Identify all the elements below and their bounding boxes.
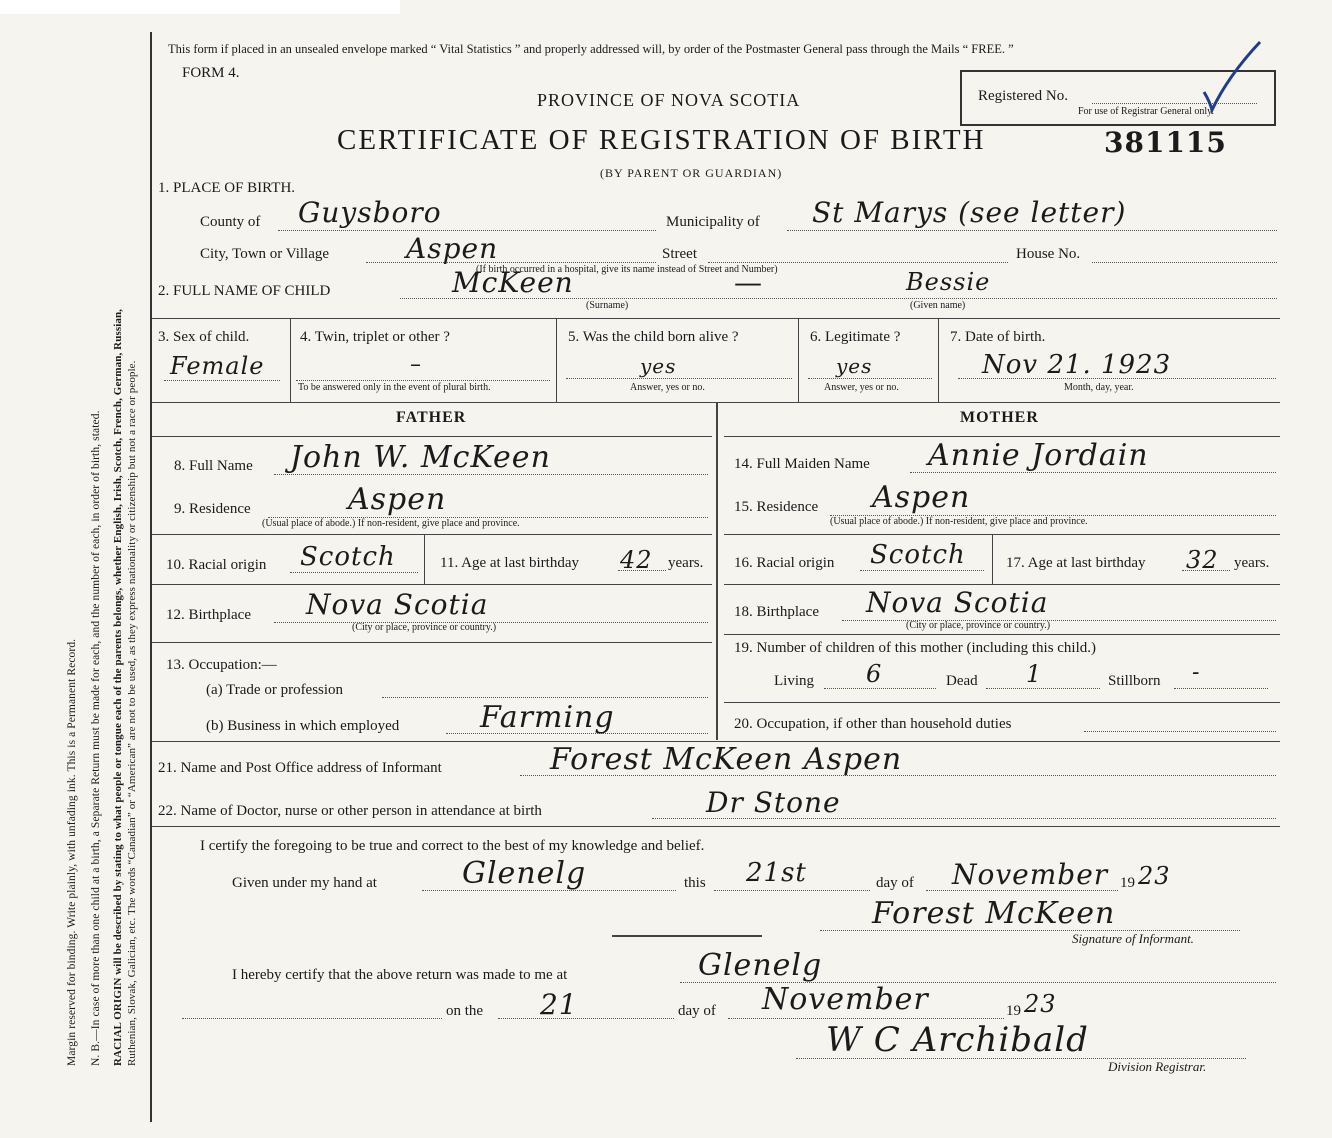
born-alive-line	[566, 378, 792, 379]
rule	[724, 534, 1280, 535]
street-note: (If birth occurred in a hospital, give its name instead of Street and Number)	[476, 264, 778, 275]
sex-line	[164, 380, 280, 381]
divider	[290, 318, 291, 402]
certificate-number: 381115	[1104, 126, 1227, 159]
father-birthplace-value: Nova Scotia	[306, 588, 489, 621]
reg-month-value: November	[762, 982, 929, 1017]
mother-birthplace-note: (City or place, province or country.)	[906, 620, 1051, 631]
dob-label: 7. Date of birth.	[950, 329, 1046, 345]
street-line	[708, 262, 1008, 263]
legitimate-line	[808, 378, 932, 379]
sex-value: Female	[170, 352, 265, 380]
informant-signature: Forest McKeen	[872, 896, 1116, 931]
mother-age-label: 17. Age at last birthday	[1006, 555, 1146, 571]
born-alive-label: 5. Was the child born alive ?	[568, 329, 739, 345]
rule	[724, 584, 1280, 585]
father-heading: FATHER	[396, 409, 467, 426]
twin-label: 4. Twin, triplet or other ?	[300, 329, 450, 345]
father-race-value: Scotch	[300, 542, 396, 572]
divider	[424, 534, 425, 584]
day-of-label: day of	[876, 875, 914, 891]
certificate-subtitle: (BY PARENT OR GUARDIAN)	[600, 166, 783, 180]
day-value: 21st	[746, 858, 807, 888]
twin-line	[296, 380, 550, 381]
father-residence-value: Aspen	[348, 482, 447, 517]
postal-notice: This form if placed in an unsealed envelope marked “ Vital Statistics ” and properly addressed will, by order of the Postmaster General pass through the Mails “ FREE. ”	[168, 42, 1014, 56]
city-label: City, Town or Village	[200, 246, 330, 262]
municipality-label: Municipality of	[666, 214, 760, 230]
trade-label: (a) Trade or profession	[206, 682, 344, 698]
father-age-label: 11. Age at last birthday	[440, 555, 579, 571]
margin-note-2: N. B.—In case of more than one child at a birth, a Separate Return must be made for each, and the number of each, in order of birth, stated.	[90, 410, 102, 1066]
informant-value: Forest McKeen Aspen	[550, 742, 903, 777]
rule	[152, 534, 712, 535]
dob-note: Month, day, year.	[1064, 382, 1134, 393]
on-the-label: on the	[446, 1003, 484, 1019]
legitimate-note: Answer, yes or no.	[824, 382, 899, 393]
given-name-note: (Given name)	[910, 300, 966, 311]
paper-edge	[0, 0, 400, 14]
stillborn-label: Stillborn	[1108, 673, 1161, 689]
father-age-value: 42	[620, 546, 653, 574]
father-name-value: John W. McKeen	[290, 440, 551, 475]
divider	[798, 318, 799, 402]
business-value: Farming	[480, 700, 615, 735]
year-prefix: 19	[1120, 875, 1135, 891]
certificate-title: CERTIFICATE OF REGISTRATION OF BIRTH	[337, 124, 986, 156]
rule	[152, 642, 712, 643]
father-race-label: 10. Racial origin	[166, 557, 267, 573]
mother-race-label: 16. Racial origin	[734, 555, 835, 571]
divider	[992, 534, 993, 584]
this-label: this	[684, 875, 706, 891]
mother-name-label: 14. Full Maiden Name	[734, 456, 870, 472]
child-surname: McKeen	[452, 266, 574, 299]
city-value: Aspen	[406, 232, 499, 265]
rule	[152, 436, 712, 437]
legitimate-value: yes	[836, 354, 873, 378]
sex-label: 3. Sex of child.	[158, 329, 250, 345]
registrar-label: Division Registrar.	[1108, 1059, 1207, 1074]
street-label: Street	[662, 246, 697, 262]
child-name-label: 2. FULL NAME OF CHILD	[158, 283, 331, 299]
father-occupation-label: 13. Occupation:—	[166, 657, 277, 673]
rule	[724, 634, 1280, 635]
reg-day-value: 21	[540, 988, 578, 1021]
signature-label: Signature of Informant.	[1072, 931, 1194, 946]
father-birthplace-note: (City or place, province or country.)	[352, 622, 497, 633]
mother-occupation-line	[1084, 731, 1276, 732]
reg-day-line	[498, 1018, 674, 1019]
business-label: (b) Business in which employed	[206, 718, 400, 734]
municipality-line	[787, 230, 1277, 231]
month-value: November	[952, 858, 1109, 891]
margin-rule	[150, 32, 152, 1122]
mother-name-value: Annie Jordain	[928, 438, 1149, 473]
mother-heading: MOTHER	[960, 409, 1039, 426]
place-of-birth-label: 1. PLACE OF BIRTH.	[158, 180, 296, 196]
stillborn-line	[1174, 688, 1268, 689]
rule	[152, 584, 712, 585]
child-name-dash: —	[734, 266, 763, 299]
registered-note: For use of Registrar General only.	[1078, 106, 1214, 117]
doctor-label: 22. Name of Doctor, nurse or other person in attendance at birth	[158, 803, 542, 819]
house-label: House No.	[1016, 246, 1081, 262]
margin-note-3: RACIAL ORIGIN will be described by stating to what people or tongue each of the parents belongs, whether English, Irish, Scotch, French, German, Russian,	[112, 308, 124, 1066]
born-alive-note: Answer, yes or no.	[630, 382, 705, 393]
mother-occupation-label: 20. Occupation, if other than household duties	[734, 716, 1012, 732]
legitimate-label: 6. Legitimate ?	[810, 329, 901, 345]
reg-day-of-label: day of	[678, 1003, 716, 1019]
rule	[724, 436, 1280, 437]
check-mark-icon	[1198, 36, 1268, 116]
mother-years-label: years.	[1234, 555, 1270, 571]
father-name-label: 8. Full Name	[174, 458, 253, 474]
father-birthplace-label: 12. Birthplace	[166, 607, 251, 623]
children-count-label: 19. Number of children of this mother (including this child.)	[734, 640, 1097, 656]
surname-note: (Surname)	[586, 300, 629, 311]
province-heading: PROVINCE OF NOVA SCOTIA	[537, 90, 801, 110]
living-label: Living	[774, 673, 814, 689]
separator	[612, 935, 762, 937]
registrar-statement: I hereby certify that the above return was made to me at	[232, 967, 568, 983]
father-residence-label: 9. Residence	[174, 501, 251, 517]
dead-line	[986, 688, 1100, 689]
house-line	[1092, 262, 1277, 263]
given-place-value: Glenelg	[462, 856, 587, 891]
reg-month-line	[728, 1018, 1004, 1019]
day-line	[714, 890, 870, 891]
county-value: Guysboro	[298, 196, 442, 229]
dob-value: Nov 21. 1923	[982, 350, 1172, 380]
leading-line	[182, 1018, 442, 1019]
rule-top-boxes	[152, 318, 1280, 319]
mother-residence-label: 15. Residence	[734, 499, 819, 515]
trade-line	[382, 697, 708, 698]
mother-race-line	[860, 570, 984, 571]
margin-note-1: Margin reserved for binding. Write plainly, with unfading ink. This is a Permanent Record.	[66, 638, 78, 1066]
registrar-signature: W C Archibald	[826, 1020, 1089, 1060]
dead-label: Dead	[946, 673, 978, 689]
divider	[938, 318, 939, 402]
rule	[724, 702, 1280, 703]
born-alive-value: yes	[640, 354, 677, 378]
stillborn-value: -	[1192, 660, 1201, 685]
mother-race-value: Scotch	[870, 540, 966, 570]
father-years-label: years.	[668, 555, 704, 571]
reg-year-prefix: 19	[1006, 1003, 1021, 1019]
twin-note: To be answered only in the event of plural birth.	[298, 382, 491, 393]
mother-birthplace-value: Nova Scotia	[866, 586, 1049, 619]
registered-label: Registered No.	[978, 88, 1068, 104]
mother-residence-value: Aspen	[872, 480, 971, 515]
living-value: 6	[866, 660, 883, 688]
dead-value: 1	[1026, 660, 1043, 688]
certify-statement: I certify the foregoing to be true and correct to the best of my knowledge and belief.	[200, 838, 705, 854]
father-residence-note: (Usual place of abode.) If non-resident, give place and province.	[262, 518, 520, 529]
rule	[152, 826, 1280, 827]
doctor-value: Dr Stone	[706, 786, 841, 819]
given-under-label: Given under my hand at	[232, 875, 377, 891]
living-line	[824, 688, 936, 689]
registrar-place-value: Glenelg	[698, 948, 823, 983]
mother-birthplace-label: 18. Birthplace	[734, 604, 819, 620]
margin-note-4: Ruthenian, Slovak, Galician, etc. The words “Canadian” or “American” are not to be used, as they express nationality or citizenship but not a race or people.	[126, 360, 138, 1066]
municipality-value: St Marys (see letter)	[812, 196, 1127, 229]
parents-divider	[716, 402, 718, 740]
year-value: 23	[1138, 862, 1171, 890]
father-race-line	[290, 572, 418, 573]
informant-label: 21. Name and Post Office address of Informant	[158, 760, 442, 776]
form-number: FORM 4.	[182, 65, 240, 81]
divider	[556, 318, 557, 402]
county-line	[278, 230, 656, 231]
twin-value: –	[410, 352, 422, 377]
mother-residence-note: (Usual place of abode.) If non-resident, give place and province.	[830, 516, 1088, 527]
county-label: County of	[200, 214, 261, 230]
mother-age-value: 32	[1186, 546, 1219, 574]
reg-year-value: 23	[1024, 990, 1057, 1018]
child-given-name: Bessie	[906, 268, 991, 296]
